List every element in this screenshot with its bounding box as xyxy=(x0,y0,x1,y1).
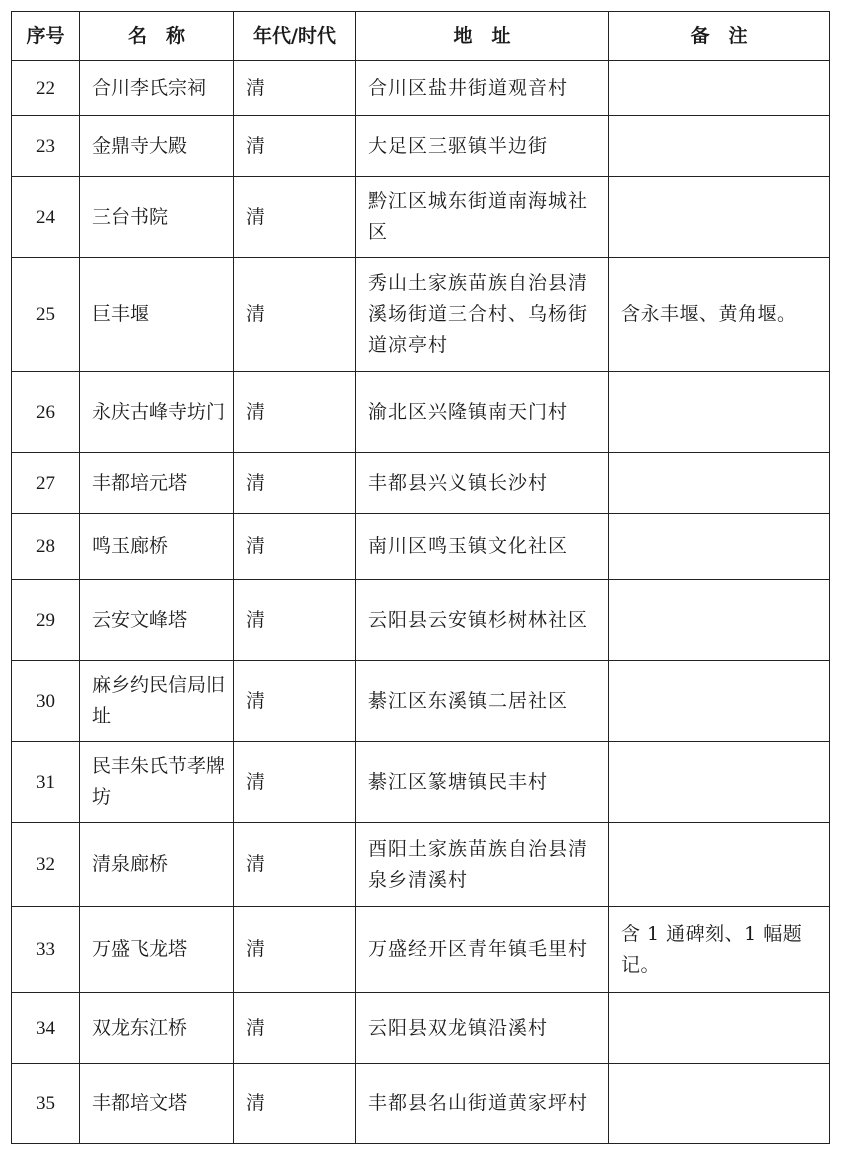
table-row xyxy=(12,742,830,823)
table-row xyxy=(12,661,830,742)
table-row xyxy=(12,823,830,907)
cell-address: 黔江区城东街道南海城社区 xyxy=(356,177,609,258)
cell-note xyxy=(609,116,830,177)
cell-era: 清 xyxy=(234,258,356,372)
cell-name: 丰都培元塔 xyxy=(80,453,234,514)
cell-seq: 28 xyxy=(12,514,80,580)
cell-address: 綦江区东溪镇二居社区 xyxy=(356,661,609,742)
cell-name: 双龙东江桥 xyxy=(80,993,234,1064)
heritage-table xyxy=(11,11,830,1144)
cell-era: 清 xyxy=(234,514,356,580)
cell-seq: 31 xyxy=(12,742,80,823)
cell-note xyxy=(609,823,830,907)
cell-seq: 29 xyxy=(12,580,80,661)
cell-name: 云安文峰塔 xyxy=(80,580,234,661)
cell-note xyxy=(609,661,830,742)
cell-address: 万盛经开区青年镇毛里村 xyxy=(356,907,609,993)
table-row xyxy=(12,61,830,116)
cell-name: 丰都培文塔 xyxy=(80,1064,234,1144)
cell-note: 含永丰堰、黄角堰。 xyxy=(609,258,830,372)
cell-note xyxy=(609,993,830,1064)
cell-seq: 25 xyxy=(12,258,80,372)
cell-era: 清 xyxy=(234,61,356,116)
header-note: 备 注 xyxy=(609,12,830,61)
header-name: 名 称 xyxy=(80,12,234,61)
cell-name: 民丰朱氏节孝牌坊 xyxy=(80,742,234,823)
cell-seq: 30 xyxy=(12,661,80,742)
cell-address: 秀山土家族苗族自治县清溪场街道三合村、乌杨街道凉亭村 xyxy=(356,258,609,372)
cell-note: 含 1 通碑刻、1 幅题记。 xyxy=(609,907,830,993)
cell-era: 清 xyxy=(234,1064,356,1144)
cell-name: 鸣玉廊桥 xyxy=(80,514,234,580)
cell-name: 三台书院 xyxy=(80,177,234,258)
table-row xyxy=(12,580,830,661)
cell-name: 麻乡约民信局旧址 xyxy=(80,661,234,742)
cell-note xyxy=(609,372,830,453)
cell-note xyxy=(609,177,830,258)
cell-era: 清 xyxy=(234,823,356,907)
cell-address: 云阳县云安镇杉树林社区 xyxy=(356,580,609,661)
cell-address: 渝北区兴隆镇南天门村 xyxy=(356,372,609,453)
header-address: 地 址 xyxy=(356,12,609,61)
cell-name: 巨丰堰 xyxy=(80,258,234,372)
table-row xyxy=(12,1064,830,1144)
cell-address: 丰都县兴义镇长沙村 xyxy=(356,453,609,514)
cell-name: 清泉廊桥 xyxy=(80,823,234,907)
cell-era: 清 xyxy=(234,993,356,1064)
cell-note xyxy=(609,453,830,514)
cell-era: 清 xyxy=(234,661,356,742)
table-row xyxy=(12,116,830,177)
cell-note xyxy=(609,1064,830,1144)
cell-address: 大足区三驱镇半边街 xyxy=(356,116,609,177)
cell-address: 云阳县双龙镇沿溪村 xyxy=(356,993,609,1064)
cell-era: 清 xyxy=(234,742,356,823)
cell-era: 清 xyxy=(234,177,356,258)
cell-seq: 22 xyxy=(12,61,80,116)
cell-era: 清 xyxy=(234,453,356,514)
cell-address: 南川区鸣玉镇文化社区 xyxy=(356,514,609,580)
cell-seq: 23 xyxy=(12,116,80,177)
cell-name: 金鼎寺大殿 xyxy=(80,116,234,177)
cell-address: 丰都县名山街道黄家坪村 xyxy=(356,1064,609,1144)
cell-seq: 34 xyxy=(12,993,80,1064)
table-row xyxy=(12,177,830,258)
table-row xyxy=(12,258,830,372)
cell-note xyxy=(609,580,830,661)
header-seq: 序号 xyxy=(12,12,80,61)
header-row xyxy=(12,12,830,61)
table-row xyxy=(12,907,830,993)
cell-seq: 24 xyxy=(12,177,80,258)
cell-name: 永庆古峰寺坊门 xyxy=(80,372,234,453)
cell-seq: 35 xyxy=(12,1064,80,1144)
cell-address: 綦江区篆塘镇民丰村 xyxy=(356,742,609,823)
cell-address: 酉阳土家族苗族自治县清泉乡清溪村 xyxy=(356,823,609,907)
cell-address: 合川区盐井街道观音村 xyxy=(356,61,609,116)
cell-seq: 26 xyxy=(12,372,80,453)
cell-note xyxy=(609,742,830,823)
table-row xyxy=(12,514,830,580)
cell-era: 清 xyxy=(234,116,356,177)
cell-era: 清 xyxy=(234,580,356,661)
cell-name: 万盛飞龙塔 xyxy=(80,907,234,993)
cell-note xyxy=(609,514,830,580)
table-row xyxy=(12,993,830,1064)
table-row xyxy=(12,453,830,514)
cell-note xyxy=(609,61,830,116)
cell-era: 清 xyxy=(234,372,356,453)
cell-name: 合川李氏宗祠 xyxy=(80,61,234,116)
table-row xyxy=(12,372,830,453)
cell-seq: 33 xyxy=(12,907,80,993)
cell-seq: 32 xyxy=(12,823,80,907)
cell-era: 清 xyxy=(234,907,356,993)
cell-seq: 27 xyxy=(12,453,80,514)
header-era: 年代/时代 xyxy=(234,12,356,61)
